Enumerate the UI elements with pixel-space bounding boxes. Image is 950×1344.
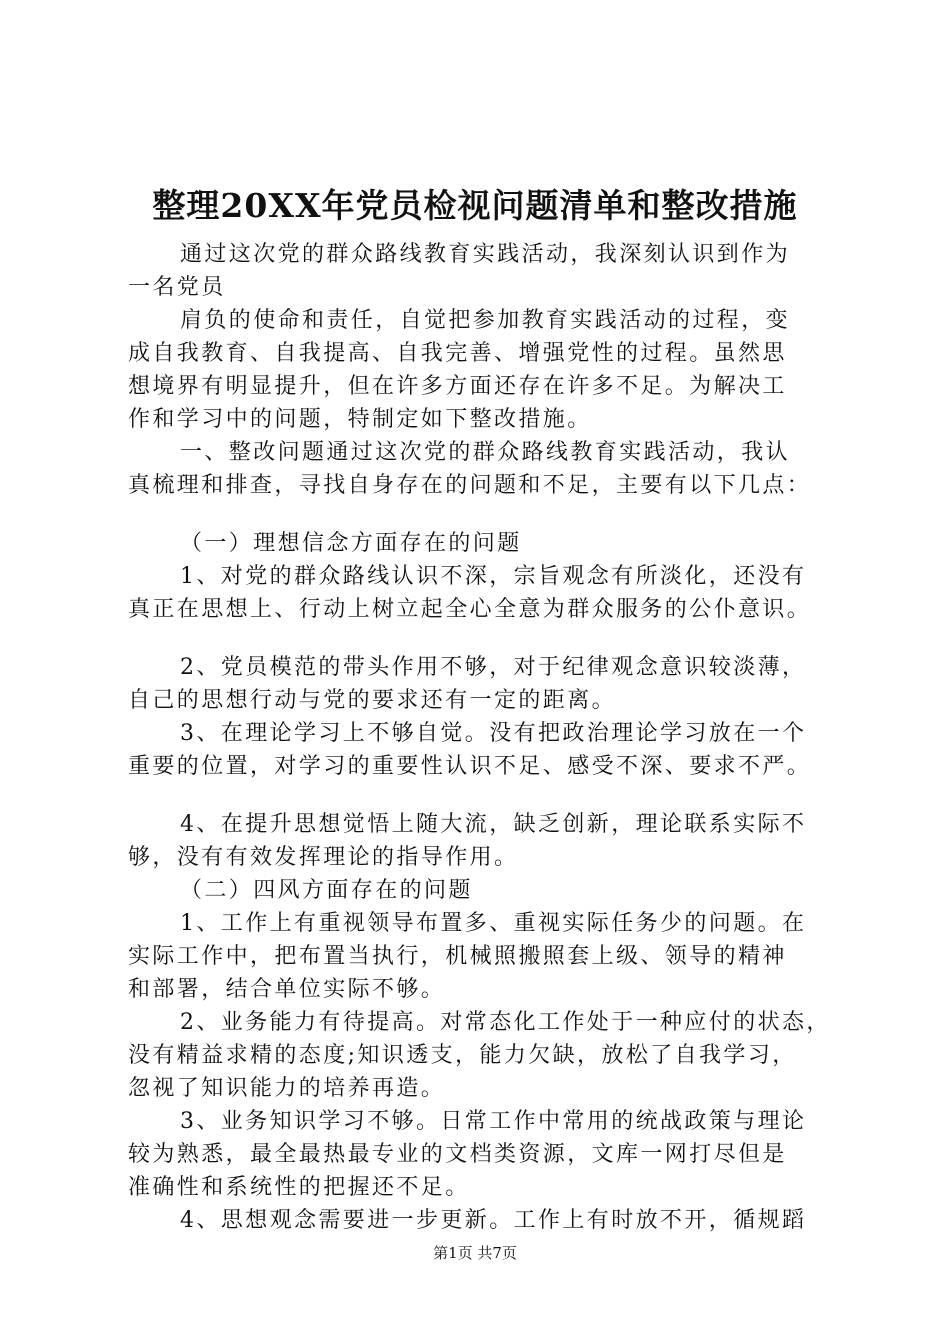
paragraph-line: 实际工作中，把布置当执行，机械照搬照套上级、领导的精神 [128,944,787,969]
section-heading: （二）四风方面存在的问题 [180,878,473,903]
paragraph-line: 和部署，结合单位实际不够。 [128,977,446,1002]
paragraph-line: 自己的思想行动与党的要求还有一定的距离。 [128,688,617,713]
paragraph-line: 4、在提升思想觉悟上随大流，缺乏创新，理论联系实际不 [180,812,807,837]
paragraph-line: 2、业务能力有待提高。对常态化工作处于一种应付的状态， [180,1010,831,1035]
paragraph-line: 一名党员 [128,275,226,300]
section-heading: （一）理想信念方面存在的问题 [180,531,522,556]
document-title: 整理20XX年党员检视问题清单和整改措施 [152,186,798,225]
paragraph-line: 作和学习中的问题，特制定如下整改措施。 [128,407,592,432]
paragraph-line: 一、整改问题通过这次党的群众路线教育实践活动，我认 [180,440,791,465]
paragraph-line: 真梳理和排查，寻找自身存在的问题和不足，主要有以下几点： [128,473,812,498]
document-body [128,238,838,1237]
paragraph-line: 4、思想观念需要进一步更新。工作上有时放不开，循规蹈 [180,1208,807,1233]
page-number: 第1页 共7页 [433,1244,517,1262]
paragraph-line: 够，没有有效发挥理论的指导作用。 [128,845,519,870]
paragraph-line: 肩负的使命和责任，自觉把参加教育实践活动的过程，变 [180,308,791,333]
paragraph-line: 通过这次党的群众路线教育实践活动，我深刻认识到作为 [180,242,791,267]
paragraph-line: 3、业务知识学习不够。日常工作中常用的统战政策与理论 [180,1109,807,1134]
paragraph-line: 2、党员模范的带头作用不够，对于纪律观念意识较淡薄， [180,655,807,680]
paragraph-gap [128,626,838,651]
paragraph-line: 1、工作上有重视领导布置多、重视实际任务少的问题。在 [180,911,807,936]
paragraph-line: 重要的位置，对学习的重要性认识不足、感受不深、要求不严。 [128,754,812,779]
paragraph-line: 忽视了知识能力的培养再造。 [128,1076,446,1101]
paragraph-line: 真正在思想上、行动上树立起全心全意为群众服务的公仆意识。 [128,597,812,622]
paragraph-line: 3、在理论学习上不够自觉。没有把政治理论学习放在一个 [180,721,807,746]
paragraph-line: 1、对党的群众路线认识不深，宗旨观念有所淡化，还没有 [180,564,807,589]
paragraph-line: 没有精益求精的态度;知识透支，能力欠缺，放松了自我学习， [128,1043,797,1068]
paragraph-line: 想境界有明显提升，但在许多方面还存在许多不足。为解决工 [128,374,787,399]
paragraph-line: 准确性和系统性的把握还不足。 [128,1175,470,1200]
paragraph-gap [128,783,838,808]
paragraph-line: 成自我教育、自我提高、自我完善、增强党性的过程。虽然思 [128,341,787,366]
paragraph-line: 较为熟悉，最全最热最专业的文档类资源，文库一网打尽但是 [128,1142,787,1167]
paragraph-gap [128,502,838,527]
